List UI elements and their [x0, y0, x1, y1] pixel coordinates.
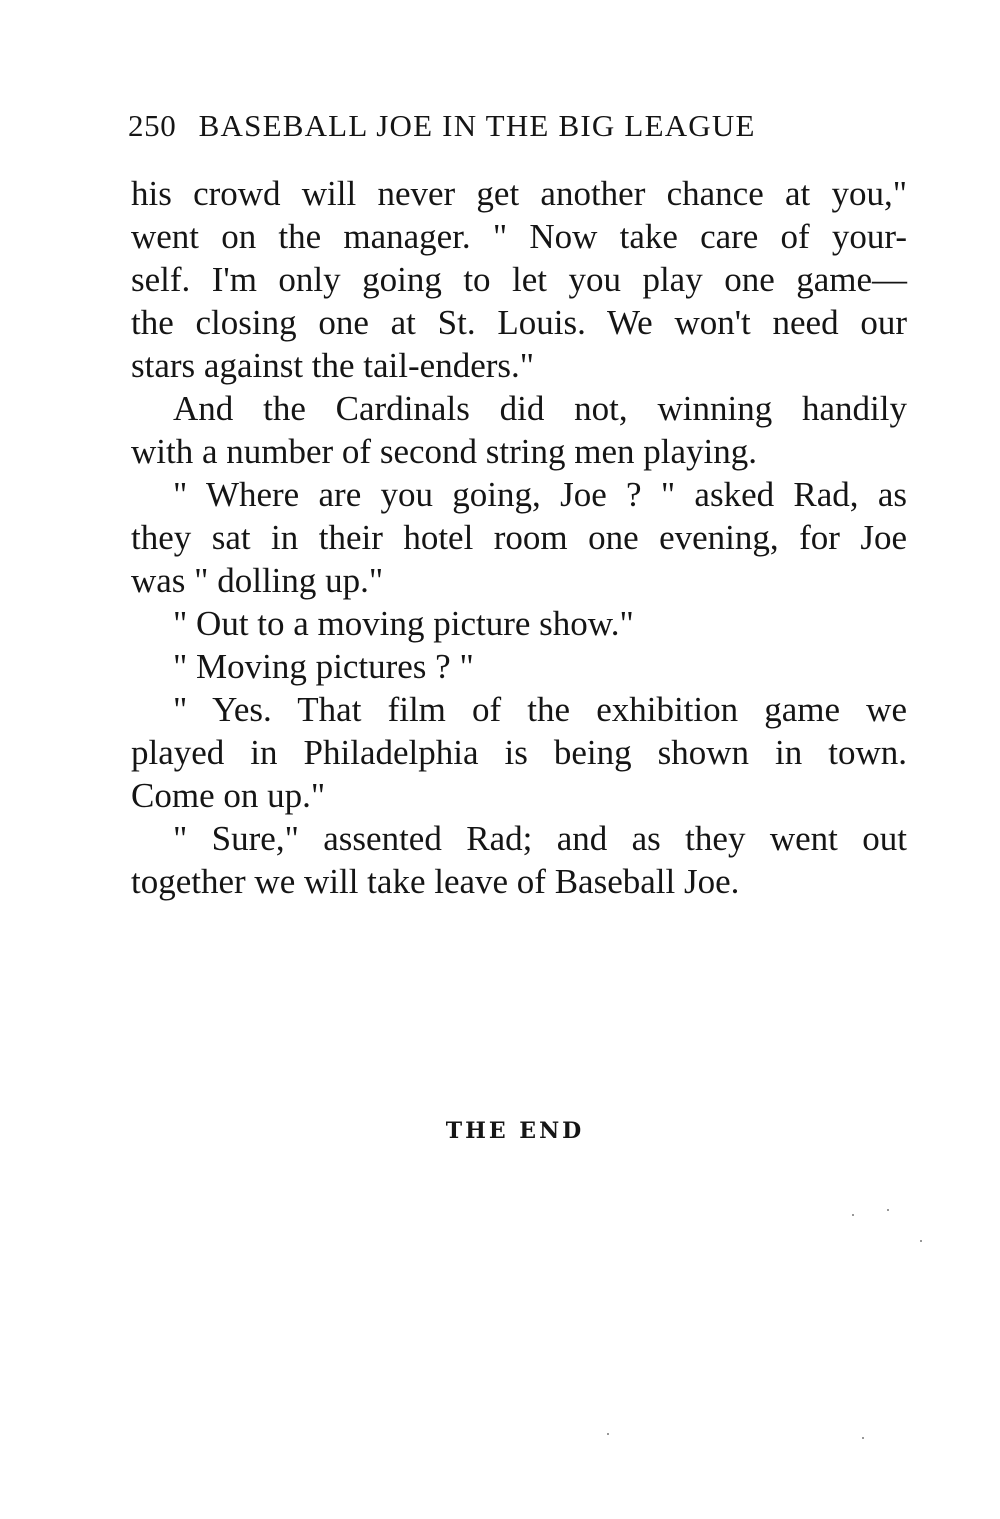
- text-line: his crowd will never get another chance at you,": [131, 174, 907, 213]
- text-line: Come on up.": [131, 776, 326, 815]
- text-line: was " dolling up.": [131, 561, 384, 600]
- the-end-label: THE END: [445, 1118, 585, 1144]
- paragraph-7: [131, 817, 907, 903]
- text-line: stars against the tail-enders.": [131, 346, 535, 385]
- paragraph-2: [131, 387, 907, 473]
- scan-speck: [852, 1214, 854, 1216]
- text-line: " Yes. That film of the exhibition game we: [173, 690, 907, 729]
- paragraph-3: [131, 473, 907, 602]
- paragraph-1: [131, 172, 907, 387]
- running-head: [128, 104, 910, 148]
- text-line: " Where are you going, Joe ? " asked Rad, as: [173, 475, 907, 514]
- paragraph-4: [131, 602, 907, 645]
- scan-speck: [920, 1240, 922, 1242]
- text-line: self. I'm only going to let you play one game—: [131, 260, 907, 299]
- text-line: " Sure," assented Rad; and as they went out: [173, 819, 907, 858]
- text-line: the closing one at St. Louis. We won't need our: [131, 303, 907, 342]
- text-line: they sat in their hotel room one evening, for Joe: [131, 518, 907, 557]
- body-text: [131, 172, 907, 903]
- text-line: " Out to a moving picture show.": [173, 604, 634, 643]
- paragraph-5: [131, 645, 907, 688]
- paragraph-6: [131, 688, 907, 817]
- text-line: went on the manager. " Now take care of your-: [131, 217, 907, 256]
- text-line: " Moving pictures ? ": [173, 647, 474, 686]
- text-line: played in Philadelphia is being shown in town.: [131, 733, 907, 772]
- page-number: 250: [128, 108, 177, 143]
- text-line: And the Cardinals did not, winning handily: [173, 389, 907, 428]
- text-line: with a number of second string men playing.: [131, 432, 757, 471]
- scan-speck: [887, 1209, 889, 1211]
- scan-speck: [862, 1437, 864, 1439]
- book-title: BASEBALL JOE IN THE BIG LEAGUE: [198, 108, 756, 143]
- scan-speck: [607, 1433, 609, 1435]
- text-line: together we will take leave of Baseball Joe.: [131, 862, 740, 901]
